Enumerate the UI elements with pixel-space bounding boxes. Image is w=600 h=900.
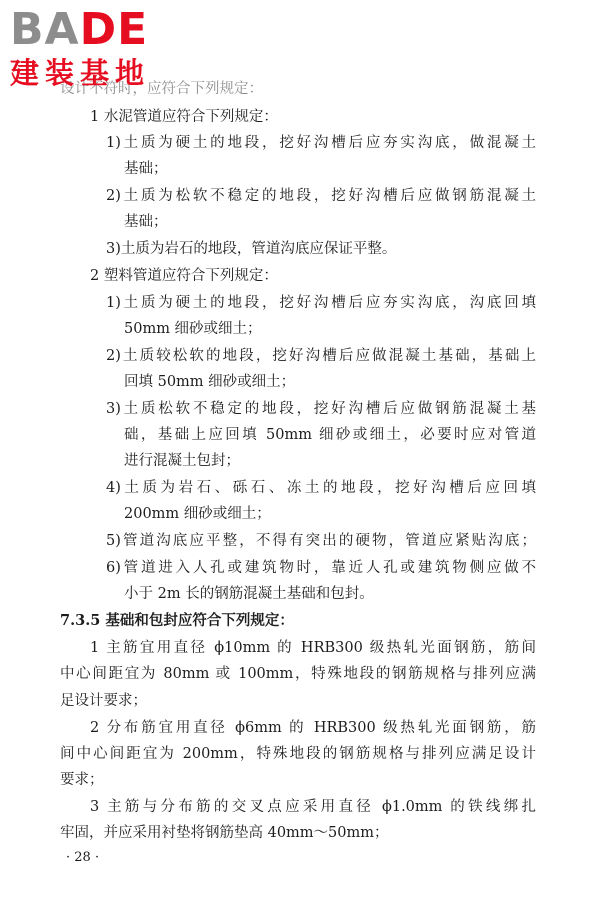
list-item: 6)管道进入人孔或建筑物时，靠近人孔或建筑物侧应做不 [106,560,536,576]
paragraph-line: 牢固，并应采用衬垫将钢筋垫高 40mm～50mm； [60,825,389,841]
text-line: 50mm 细砂或细土； [124,321,262,337]
page-number: · 28 · [66,850,100,865]
text-line: 基础； [124,161,168,177]
paragraph-line: 足设计要求； [60,693,147,709]
list-heading: 2 塑料管道应符合下列规定： [90,268,278,284]
list-heading: 1 水泥管道应符合下列规定： [90,109,278,125]
bade-watermark-logo [10,6,180,90]
list-item: 5)管道沟底应平整，不得有突出的硬物，管道应紧贴沟底； [106,533,536,549]
list-item: 1)土质为硬土的地段，挖好沟槽后应夯实沟底，做混凝土 [106,135,536,151]
logo-subtitle: 建装基地 [10,56,151,90]
list-item: 3)土质松软不稳定的地段，挖好沟槽后应做钢筋混凝土基 [106,401,536,417]
text-line: 设计不符时，应符合下列规定： [60,81,263,97]
paragraph-line: 1 主筋宜用直径 ϕ10mm 的 HRB300 级热轧光面钢筋，筋间 [90,640,536,656]
text-line: 进行混凝土包封； [124,453,240,469]
paragraph-line: 中心间距宜为 80mm 或 100mm，特殊地段的钢筋规格与排列应满 [60,666,536,682]
text-line: 基础； [124,214,168,230]
list-item: 1)土质为硬土的地段，挖好沟槽后应夯实沟底，沟底回填 [106,295,536,311]
text-line: 础，基础上应回填 50mm 细砂或细土，必要时应对管道 [124,427,536,443]
paragraph-line: 间中心间距宜为 200mm，特殊地段的钢筋规格与排列应满足设计 [60,746,536,762]
list-item: 3)土质为岩石的地段，管道沟底应保证平整。 [106,241,397,257]
paragraph-line: 3 主筋与分布筋的交叉点应采用直径 ϕ1.0mm 的铁线绑扎 [90,799,536,815]
text-line: 小于 2m 长的钢筋混凝土基础和包封。 [124,586,374,602]
section-heading: 7.3.5 基础和包封应符合下列规定： [60,612,294,629]
text-line: 回填 50mm 细砂或细土； [124,374,296,390]
paragraph-line: 2 分布筋宜用直径 ϕ6mm 的 HRB300 级热轧光面钢筋，筋 [90,720,536,736]
paragraph-line: 要求； [60,772,104,788]
list-item: 2)土质较松软的地段，挖好沟槽后应做混凝土基础，基础上 [106,348,536,364]
list-item: 2)土质为松软不稳定的地段，挖好沟槽后应做钢筋混凝土 [106,188,536,204]
logo-wordmark: BADE [10,4,149,55]
list-item: 4)土质为岩石、砾石、冻土的地段，挖好沟槽后应回填 [106,480,536,496]
text-line: 200mm 细砂或细土； [124,506,271,522]
